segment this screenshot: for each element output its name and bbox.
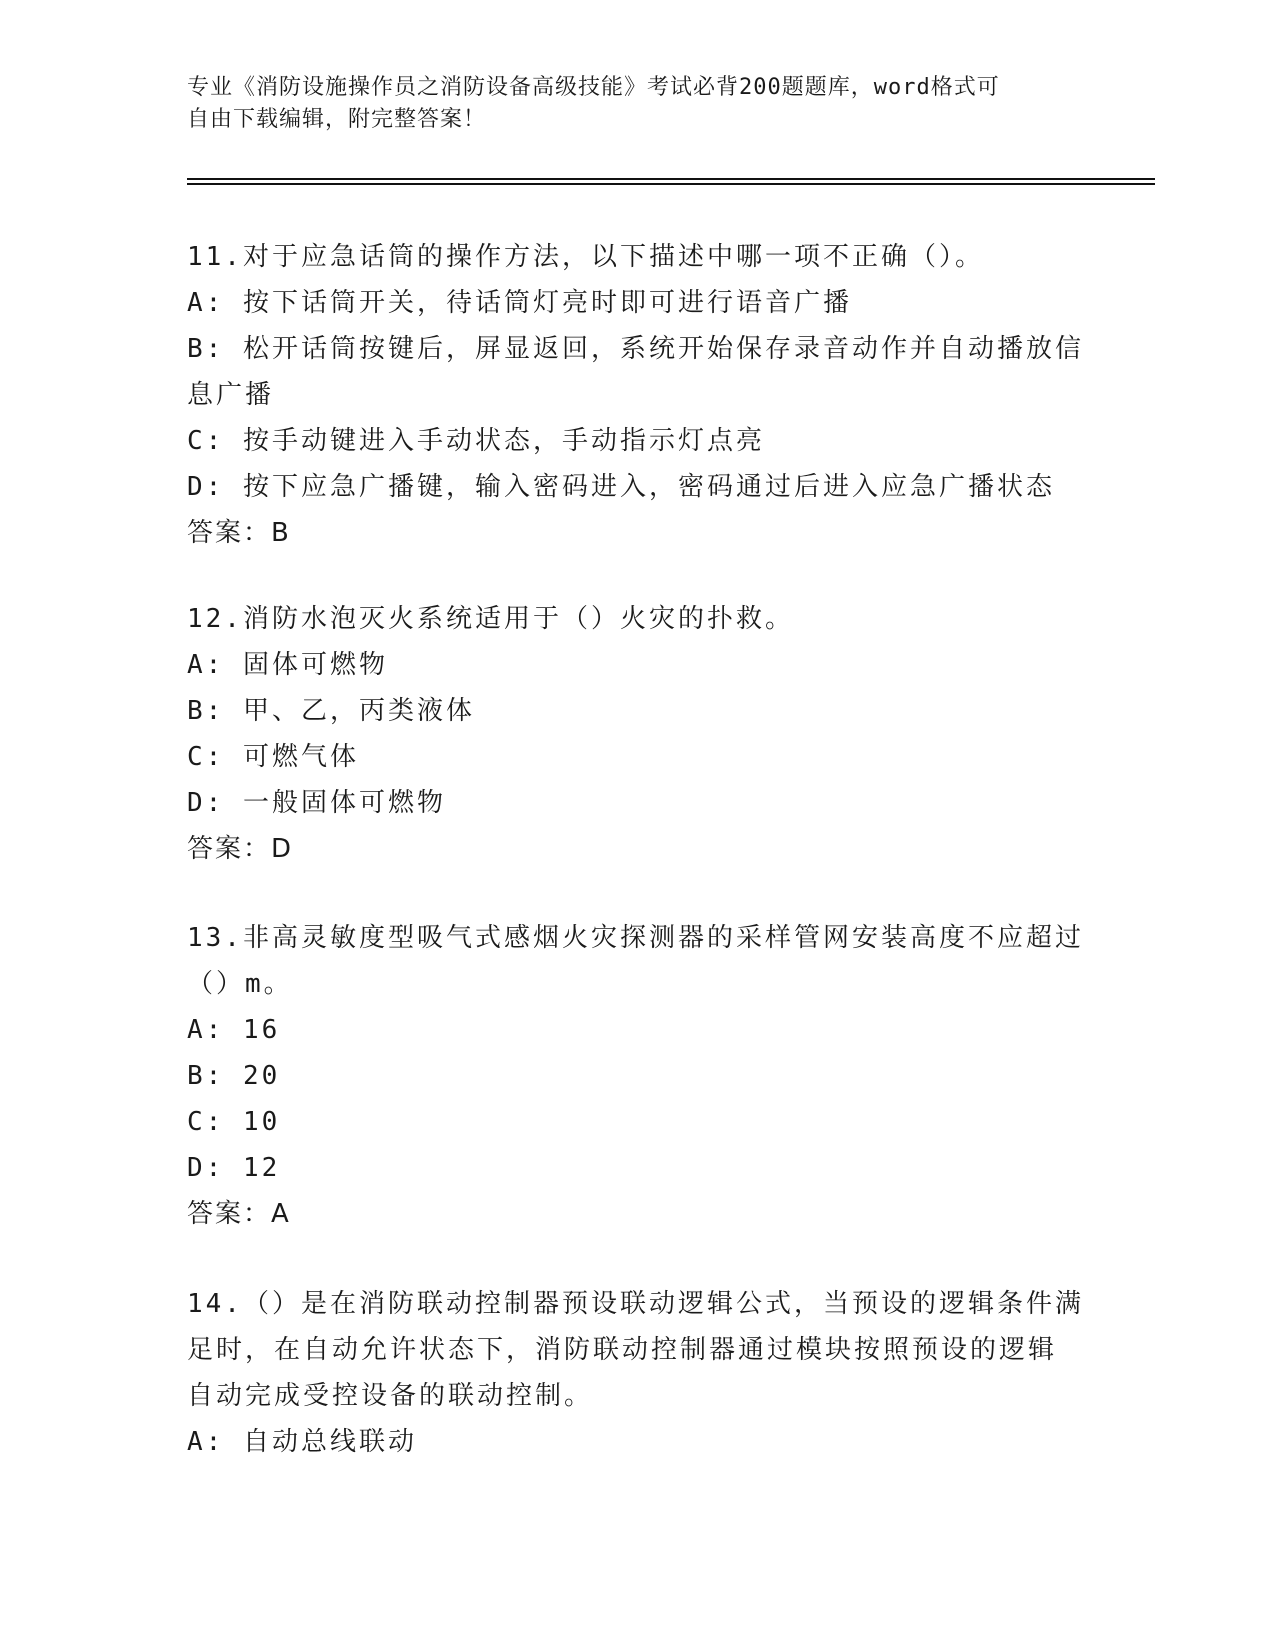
option-d: D: 一般固体可燃物 xyxy=(187,788,446,818)
option-a: A: 固体可燃物 xyxy=(187,650,388,680)
question-stem: 12.消防水泡灭火系统适用于（）火灾的扑救。 xyxy=(187,604,794,634)
option-a: A: 自动总线联动 xyxy=(187,1427,417,1457)
answer-label: 答案：A xyxy=(187,1199,291,1229)
question-11 xyxy=(187,234,1087,556)
question-stem: 13.非高灵敏度型吸气式感烟火灾探测器的采样管网安装高度不应超过 xyxy=(187,923,1084,953)
option-d: D: 12 xyxy=(187,1153,281,1183)
option-b-continued: 息广播 xyxy=(187,380,275,410)
question-stem: 14.（）是在消防联动控制器预设联动逻辑公式，当预设的逻辑条件满 xyxy=(187,1289,1084,1319)
header-divider-top xyxy=(187,178,1155,180)
option-d: D: 按下应急广播键，输入密码进入，密码通过后进入应急广播状态 xyxy=(187,472,1055,502)
question-stem-continued: 足时，在自动允许状态下，消防联动控制器通过模块按照预设的逻辑 xyxy=(187,1335,1058,1365)
document-header xyxy=(187,72,1067,136)
question-12 xyxy=(187,596,1087,872)
header-line-2: 自由下载编辑，附完整答案！ xyxy=(187,107,487,132)
question-13 xyxy=(187,915,1087,1237)
option-c: C: 按手动键进入手动状态，手动指示灯点亮 xyxy=(187,426,765,456)
option-b: B: 松开话筒按键后，屏显返回，系统开始保存录音动作并自动播放信 xyxy=(187,334,1084,364)
question-stem: 11.对于应急话筒的操作方法，以下描述中哪一项不正确（）。 xyxy=(187,242,984,272)
question-stem-continued: 自动完成受控设备的联动控制。 xyxy=(187,1381,594,1411)
option-b: B: 甲、乙，丙类液体 xyxy=(187,696,475,726)
option-b: B: 20 xyxy=(187,1061,281,1091)
answer-label: 答案：B xyxy=(187,518,291,548)
question-stem-continued: （）m。 xyxy=(187,969,293,999)
option-a: A: 按下话筒开关，待话筒灯亮时即可进行语音广播 xyxy=(187,288,852,318)
option-a: A: 16 xyxy=(187,1015,281,1045)
answer-label: 答案：D xyxy=(187,834,294,864)
option-c: C: 可燃气体 xyxy=(187,742,359,772)
header-line-1: 专业《消防设施操作员之消防设备高级技能》考试必背200题题库，word格式可 xyxy=(187,75,1000,100)
question-14 xyxy=(187,1281,1087,1465)
header-divider-bottom xyxy=(187,183,1155,185)
option-c: C: 10 xyxy=(187,1107,281,1137)
